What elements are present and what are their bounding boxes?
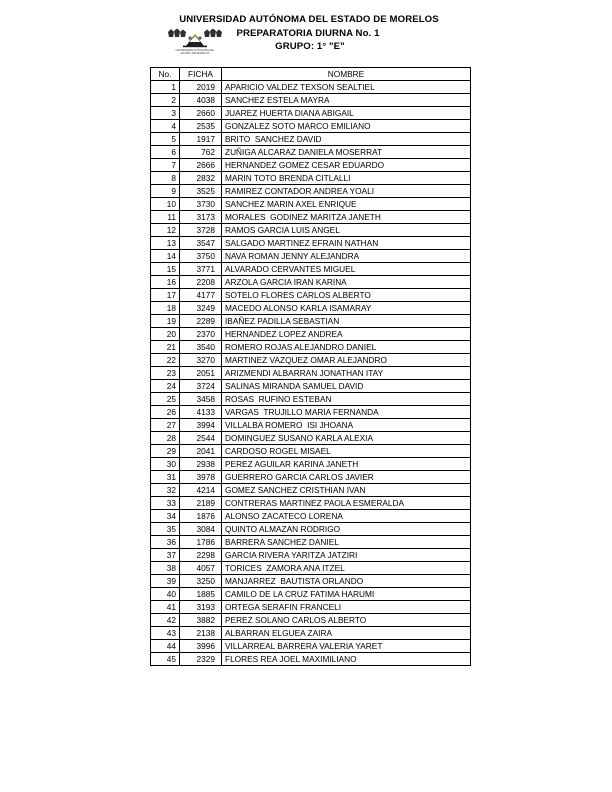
- cell-no: 36: [151, 536, 180, 549]
- cell-no: 19: [151, 315, 180, 328]
- cell-nombre: VILLARREAL BARRERA VALERIA YARET: [222, 640, 471, 653]
- cell-nombre: ARIZMENDI ALBARRAN JONATHAN ITAY: [222, 367, 471, 380]
- cell-no: 13: [151, 237, 180, 250]
- table-row: [151, 458, 471, 471]
- cell-no: 23: [151, 367, 180, 380]
- cell-nombre: GUERRERO GARCIA CARLOS JAVIER: [222, 471, 471, 484]
- cell-no: 33: [151, 497, 180, 510]
- table-row: [151, 276, 471, 289]
- table-header-row: [151, 68, 471, 81]
- cell-nombre: CARDOSO ROGEL MISAEL: [222, 445, 471, 458]
- cell-nombre: SANCHEZ ESTELA MAYRA: [222, 94, 471, 107]
- table-row: [151, 341, 471, 354]
- document-header: [0, 13, 612, 54]
- table-row: [151, 146, 471, 159]
- cell-nombre: ORTEGA SERAFIN FRANCELI: [222, 601, 471, 614]
- table-row: [151, 653, 471, 666]
- cell-no: 30: [151, 458, 180, 471]
- cell-ficha: 1876: [180, 510, 222, 523]
- logo-caption-line2: ESTADO DE MORELOS: [180, 52, 210, 55]
- cell-no: 45: [151, 653, 180, 666]
- cell-no: 24: [151, 380, 180, 393]
- cell-ficha: 3458: [180, 393, 222, 406]
- cell-ficha: 4177: [180, 289, 222, 302]
- cell-nombre: SALGADO MARTINEZ EFRAIN NATHAN: [222, 237, 471, 250]
- cell-no: 41: [151, 601, 180, 614]
- table-row: [151, 471, 471, 484]
- cell-ficha: 762: [180, 146, 222, 159]
- cell-no: 27: [151, 419, 180, 432]
- cell-no: 3: [151, 107, 180, 120]
- table-row: [151, 367, 471, 380]
- cell-nombre: CAMILO DE LA CRUZ FATIMA HARUMI: [222, 588, 471, 601]
- logo-caption-line1: UNIVERSIDAD AUTÓNOMA DEL: [175, 49, 215, 52]
- cell-ficha: 2189: [180, 497, 222, 510]
- cell-ficha: 2938: [180, 458, 222, 471]
- cell-no: 29: [151, 445, 180, 458]
- cell-nombre: APARICIO VALDEZ TEXSON SEALTIEL: [222, 81, 471, 94]
- cell-nombre: ALVARADO CERVANTES MIGUEL: [222, 263, 471, 276]
- table-row: [151, 380, 471, 393]
- column-header-ficha: FICHA: [180, 68, 222, 81]
- table-row: [151, 406, 471, 419]
- table-row: [151, 510, 471, 523]
- table-row: [151, 172, 471, 185]
- table-row: [151, 211, 471, 224]
- cell-no: 5: [151, 133, 180, 146]
- cell-nombre: TORICES ZAMORA ANA ITZEL: [222, 562, 471, 575]
- table-row: [151, 328, 471, 341]
- cell-ficha: 3173: [180, 211, 222, 224]
- cell-nombre: HERNANDEZ LOPEZ ANDREA: [222, 328, 471, 341]
- cell-no: 21: [151, 341, 180, 354]
- cell-nombre: BRITO SANCHEZ DAVID: [222, 133, 471, 146]
- cell-ficha: 2019: [180, 81, 222, 94]
- cell-no: 17: [151, 289, 180, 302]
- cell-no: 31: [151, 471, 180, 484]
- cell-nombre: FLORES REA JOEL MAXIMILIANO: [222, 653, 471, 666]
- cell-ficha: 3750: [180, 250, 222, 263]
- cell-ficha: 3724: [180, 380, 222, 393]
- cell-ficha: 3249: [180, 302, 222, 315]
- cell-nombre: SALINAS MIRANDA SAMUEL DAVID: [222, 380, 471, 393]
- cell-ficha: 4057: [180, 562, 222, 575]
- table-row: [151, 159, 471, 172]
- cell-no: 26: [151, 406, 180, 419]
- cell-no: 32: [151, 484, 180, 497]
- cell-ficha: 1917: [180, 133, 222, 146]
- cell-nombre: ROSAS RUFINO ESTEBAN: [222, 393, 471, 406]
- cell-ficha: 3525: [180, 185, 222, 198]
- cell-no: 11: [151, 211, 180, 224]
- cell-nombre: ROMERO ROJAS ALEJANDRO DANIEL: [222, 341, 471, 354]
- cell-nombre: ALONSO ZACATECO LORENA: [222, 510, 471, 523]
- cell-nombre: PEREZ AGUILAR KARINA JANETH: [222, 458, 471, 471]
- table-row: [151, 185, 471, 198]
- cell-no: 8: [151, 172, 180, 185]
- table-body: [151, 81, 471, 666]
- table-row: [151, 315, 471, 328]
- cell-no: 16: [151, 276, 180, 289]
- cell-no: 9: [151, 185, 180, 198]
- cell-ficha: 2289: [180, 315, 222, 328]
- cell-nombre: MARIN TOTO BRENDA CITLALLI: [222, 172, 471, 185]
- cell-no: 35: [151, 523, 180, 536]
- cell-no: 28: [151, 432, 180, 445]
- cell-no: 25: [151, 393, 180, 406]
- cell-no: 2: [151, 94, 180, 107]
- cell-nombre: RAMOS GARCIA LUIS ANGEL: [222, 224, 471, 237]
- column-header-nombre: NOMBRE: [222, 68, 471, 81]
- cell-nombre: VILLALBA ROMERO ISI JHOANA: [222, 419, 471, 432]
- table-row: [151, 614, 471, 627]
- cell-no: 22: [151, 354, 180, 367]
- cell-no: 6: [151, 146, 180, 159]
- cell-ficha: 3547: [180, 237, 222, 250]
- cell-nombre: ALBARRAN ELGUEA ZAIRA: [222, 627, 471, 640]
- cell-ficha: 2298: [180, 549, 222, 562]
- cell-ficha: 3994: [180, 419, 222, 432]
- cell-ficha: 2370: [180, 328, 222, 341]
- cell-no: 38: [151, 562, 180, 575]
- table-row: [151, 81, 471, 94]
- table-row: [151, 523, 471, 536]
- cell-ficha: 2660: [180, 107, 222, 120]
- table-row: [151, 445, 471, 458]
- cell-nombre: MANJARREZ BAUTISTA ORLANDO: [222, 575, 471, 588]
- table-row: [151, 120, 471, 133]
- table-row: [151, 263, 471, 276]
- cell-ficha: 1786: [180, 536, 222, 549]
- table-row: [151, 497, 471, 510]
- cell-ficha: 2138: [180, 627, 222, 640]
- cell-nombre: BARRERA SANCHEZ DANIEL: [222, 536, 471, 549]
- cell-ficha: 2666: [180, 159, 222, 172]
- cell-ficha: 2832: [180, 172, 222, 185]
- cell-nombre: CONTRERAS MARTINEZ PAOLA ESMERALDA: [222, 497, 471, 510]
- cell-no: 7: [151, 159, 180, 172]
- table-row: [151, 224, 471, 237]
- cell-nombre: ZUÑIGA ALCARAZ DANIELA MOSERRAT: [222, 146, 471, 159]
- cell-no: 40: [151, 588, 180, 601]
- cell-nombre: MACEDO ALONSO KARLA ISAMARAY: [222, 302, 471, 315]
- cell-nombre: HERNANDEZ GOMEZ CESAR EDUARDO: [222, 159, 471, 172]
- cell-nombre: GONZALEZ SOTO MARCO EMILIANO: [222, 120, 471, 133]
- group-title: GRUPO: 1° "E": [275, 41, 345, 52]
- student-roster-table: [150, 67, 471, 666]
- cell-no: 18: [151, 302, 180, 315]
- cell-no: 20: [151, 328, 180, 341]
- table-row: [151, 133, 471, 146]
- cell-ficha: 2051: [180, 367, 222, 380]
- cell-no: 15: [151, 263, 180, 276]
- cell-ficha: 3730: [180, 198, 222, 211]
- cell-ficha: 3540: [180, 341, 222, 354]
- cell-ficha: 2544: [180, 432, 222, 445]
- cell-ficha: 2208: [180, 276, 222, 289]
- cell-nombre: RAMIREZ CONTADOR ANDREA YOALI: [222, 185, 471, 198]
- cell-ficha: 2041: [180, 445, 222, 458]
- cell-nombre: GARCIA RIVERA YARITZA JATZIRI: [222, 549, 471, 562]
- cell-no: 14: [151, 250, 180, 263]
- cell-no: 34: [151, 510, 180, 523]
- cell-nombre: JUAREZ HUERTA DIANA ABIGAIL: [222, 107, 471, 120]
- table-row: [151, 393, 471, 406]
- table-row: [151, 289, 471, 302]
- cell-ficha: 3771: [180, 263, 222, 276]
- cell-nombre: MORALES GODINEZ MARITZA JANETH: [222, 211, 471, 224]
- table-row: [151, 302, 471, 315]
- table-row: [151, 198, 471, 211]
- cell-ficha: 3978: [180, 471, 222, 484]
- cell-nombre: NAVA ROMAN JENNY ALEJANDRA: [222, 250, 471, 263]
- institution-title: UNIVERSIDAD AUTÓNOMA DEL ESTADO DE MORELOS: [179, 14, 439, 25]
- cell-no: 10: [151, 198, 180, 211]
- cell-ficha: 4133: [180, 406, 222, 419]
- cell-nombre: SANCHEZ MARIN AXEL ENRIQUE: [222, 198, 471, 211]
- cell-ficha: 3084: [180, 523, 222, 536]
- table-row: [151, 354, 471, 367]
- cell-nombre: GOMEZ SANCHEZ CRISTHIAN IVAN: [222, 484, 471, 497]
- table-row: [151, 94, 471, 107]
- cell-nombre: ARZOLA GARCIA IRAN KARINA: [222, 276, 471, 289]
- cell-no: 1: [151, 81, 180, 94]
- table-row: [151, 107, 471, 120]
- cell-ficha: 1885: [180, 588, 222, 601]
- table-row: [151, 536, 471, 549]
- cell-nombre: IBAÑEZ PADILLA SEBASTIAN: [222, 315, 471, 328]
- column-header-no: No.: [151, 68, 180, 81]
- cell-ficha: 3270: [180, 354, 222, 367]
- table-row: [151, 575, 471, 588]
- cell-no: 37: [151, 549, 180, 562]
- table-row: [151, 484, 471, 497]
- cell-no: 39: [151, 575, 180, 588]
- table-row: [151, 237, 471, 250]
- cell-nombre: MARTINEZ VAZQUEZ OMAR ALEJANDRO: [222, 354, 471, 367]
- table-row: [151, 419, 471, 432]
- table-row: [151, 627, 471, 640]
- table-row: [151, 250, 471, 263]
- cell-no: 42: [151, 614, 180, 627]
- table-row: [151, 640, 471, 653]
- cell-no: 44: [151, 640, 180, 653]
- cell-ficha: 3250: [180, 575, 222, 588]
- cell-ficha: 3996: [180, 640, 222, 653]
- cell-no: 12: [151, 224, 180, 237]
- cell-ficha: 4214: [180, 484, 222, 497]
- cell-ficha: 2535: [180, 120, 222, 133]
- table-row: [151, 549, 471, 562]
- table-row: [151, 601, 471, 614]
- cell-ficha: 3728: [180, 224, 222, 237]
- cell-ficha: 3882: [180, 614, 222, 627]
- cell-ficha: 4038: [180, 94, 222, 107]
- cell-ficha: 2329: [180, 653, 222, 666]
- table-header: [151, 68, 471, 81]
- cell-nombre: VARGAS TRUJILLO MARIA FERNANDA: [222, 406, 471, 419]
- cell-nombre: SOTELO FLORES CARLOS ALBERTO: [222, 289, 471, 302]
- cell-nombre: PEREZ SOLANO CARLOS ALBERTO: [222, 614, 471, 627]
- table-row: [151, 588, 471, 601]
- cell-nombre: QUINTO ALMAZAN RODRIGO: [222, 523, 471, 536]
- cell-nombre: DOMINGUEZ SUSANO KARLA ALEXIA: [222, 432, 471, 445]
- cell-ficha: 3193: [180, 601, 222, 614]
- cell-no: 43: [151, 627, 180, 640]
- school-title: PREPARATORIA DIURNA No. 1: [236, 27, 380, 39]
- uaem-shield-logo: [166, 28, 224, 55]
- cell-no: 4: [151, 120, 180, 133]
- table-row: [151, 562, 471, 575]
- table-row: [151, 432, 471, 445]
